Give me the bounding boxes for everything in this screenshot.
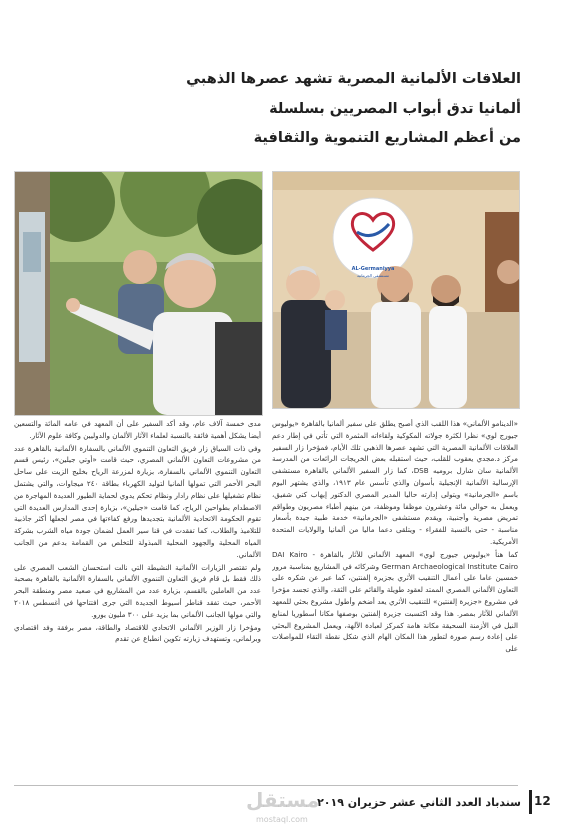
right-column-paragraph-2: كما هنأ «يوليوس جيورج لوي» المعهد الألماني للآثار بالقاهرة DAI Kairo - German Archaeological Institute Cairo وشركائه في المشاريع بمناسبة مرور خمسين عاما على أعمال التنقيب الأثري بجزيرة إلفنتين، كما عبر عن شكره على التعاون الألماني المصري الممتد لعقود طويلة والقائم على الثقة، والذي تجسد مؤخرا في مشروع «جزيرة إلفنتين» للتنقيب الأثري يعد أضخم وأطول مشروع بحثي للمعهد الألماني للآثار بمصر. هذا وقد اكتسبت جزيرة إلفنتين بوصفها مكانا أسطوريا لمنابع النيل في الأزمنة السحيقة مكانة هامة كمركز لعبادة الآلهة، ويعمل المشروع البحثي على إعادة رسم صورة لتطور هذا المكان الهام الذي شكل نقطة التقاء للمواصلات على bbox=[272, 549, 518, 654]
photo-hospital-visit-image bbox=[273, 172, 519, 408]
headline-line-1: العلاقات الألمانية المصرية تشهد عصرها الذهبي bbox=[186, 71, 521, 87]
watermark-url: mostaql.com bbox=[256, 815, 308, 824]
left-column-paragraph-1: مدى خمسة آلاف عام، وقد أكد السفير على أن المعهد في عامه المائة والتسعين أيضا يشكل أهمية فائقة بالنسبة لعلماء الآثار الألمان والدوليين وكافة علوم الآثار. bbox=[14, 419, 261, 440]
watermark-logo: مستقل bbox=[246, 788, 320, 812]
issue-text: سندباد العدد الثاني عشر حزيران ٢٠١٩ bbox=[317, 796, 521, 809]
photo-site-visit-image bbox=[15, 172, 262, 415]
hospital-logo-text: AL-Germaniyya bbox=[351, 266, 395, 272]
headline-line-3: من أعظم المشاريع التنموية والثقافية bbox=[253, 130, 521, 146]
photo-site-visit bbox=[14, 171, 263, 416]
article-column-left bbox=[14, 418, 261, 778]
left-column-paragraph-3: ولم تقتصر الزيارات الألمانية النشيطة التي نالت استحسان الشعب المصري على ذلك فقط بل قام فريق التعاون التنموي الألماني بالسفارة الألمانية بالقاهرة بصحبة عدد من العاملين بالقسم، بزيارة عدد من المشاريع في صعيد مصر ومنطقة البحر الأحمر، حيث تفقد قناطر أسيوط الجديدة التي جرى افتتاحها في أغسطس ٢٠١٨ والتي مولها الجانب الألماني بما يزيد على ٣٠٠ مليون يورو. bbox=[14, 562, 261, 619]
right-column-paragraph-1: «الدينامو الألماني» هذا اللقب الذي أصبح يطلق على سفير ألمانيا بالقاهرة «يوليوس جيورج لوي» نظرا لكثرة جولاته المكوكية ولقاءاته المثمرة التي تأتي في إطار دعم العلاقات الألمانية المصرية التي تشهد عصرها الذهبي تلك الأيام، فمؤخرا زار السفير مركز د.مجدي يعقوب للقلب، حيث استقبله بعض الخريجات الرائعات من المدرسة الألمانية سان شارل بروميه DSB، كما زار السفير الألماني بالقاهرة مستشفى الإرسالية الألمانية الإنجيلية بأسوان والذي تأسس عام ١٩١٣، والذي يشتهر اليوم باسم «الجرمانية» ويتولى إدارته حاليا المدير المصري الدكتور إيهاب كتي شفيق، ويعمل به حوالي مائة وعشرون موظفا وموظفة، من بينهم أطباء مصريون وطواقم تمريض مصرية وأجنبية، ويقدم مستشفى «الجرمانية» خدمة طبية جيدة بأسعار مناسبة - حتى بالنسبة للفقراء - ويتلقى دعما ماليا من ألمانيا والولايات المتحدة الأمريكية. bbox=[272, 419, 518, 546]
article-column-right bbox=[272, 418, 518, 778]
hospital-logo-subtext: مستشفى الجرمانية bbox=[356, 273, 390, 278]
footer-divider bbox=[14, 785, 518, 786]
left-column-paragraph-2: وفي ذات السياق زار فريق التعاون التنموي الألماني بالسفارة الألمانية بالقاهرة عدد من مشروعات التعاون الألماني المصري، حيث قامت «أوتي جيلين»، رئيس قسم التعاون التنموي الألماني بالسفارة، بزيارة لمزرعة الرياح بخليج الزيت على ساحل البحر الأحمر التي تمولها ألمانيا لتوليد الكهرباء بطاقة ٢٤٠ ميجاوات، والتي يشتمل نظام تشغيلها على نظام رادار ونظام تحكم يدوي لحماية الطيور العديدة المهاجرة من الاصطدام بطواحين الرياح، كما قامت «جيلين»، بزيارة إحدى المدارس العديدة التي تقوم الحكومة الاتحادية الألمانية بتجديدها ورفع كفاءتها في مصر لجعلها أكثر جاذبية للتلاميذ والطلاب، كما تفقدت في قنا سير العمل لضمان جودة مياه الشرب بشركة المياه المحلية والجهود المحلية المبذولة للتخلص من القمامة بدعم من الجانب الألماني. bbox=[14, 443, 261, 559]
photo-hospital-visit bbox=[272, 171, 520, 409]
page-number: 12 bbox=[534, 794, 551, 808]
headline-line-2: ألمانيا تدق أبواب المصريين بسلسلة bbox=[269, 101, 521, 117]
footer-page-bar bbox=[529, 790, 532, 814]
left-column-paragraph-4: ومؤخرا زار الوزير الألماني الاتحادي للاقتصاد والطاقة، مصر برفقة وفد اقتصادي وبرلماني، وتستهدف زيارته تكوين انطباع عن تقدم bbox=[14, 622, 261, 644]
